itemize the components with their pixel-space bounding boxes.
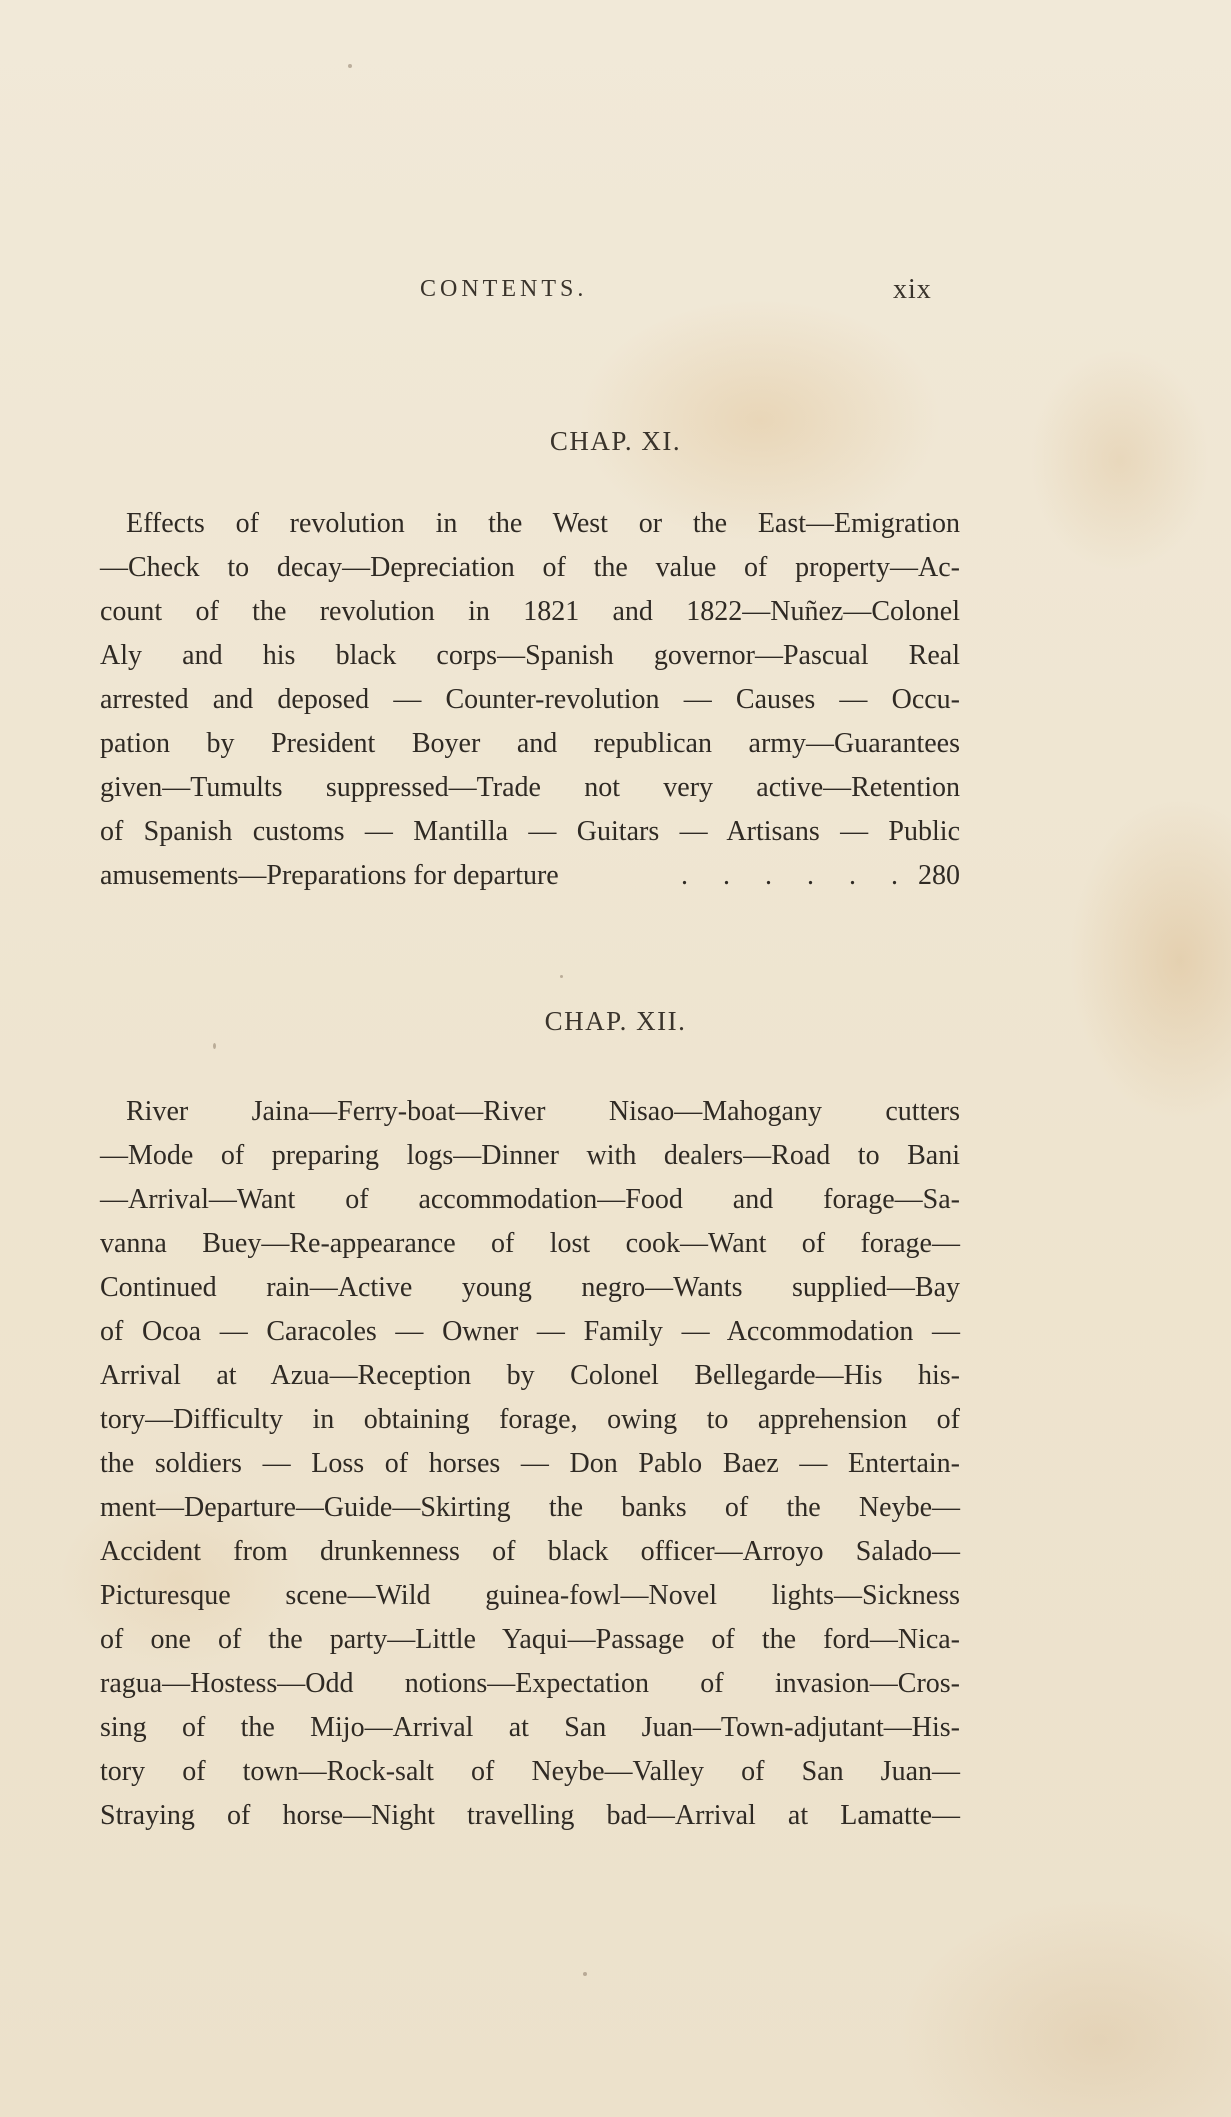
summary-line: Arrival at Azua—Reception by Colonel Bellegarde—His his- [100, 1360, 960, 1391]
summary-line: Effects of revolution in the West or the East—Emigration [126, 508, 960, 539]
paper-speck [348, 64, 352, 68]
summary-line: of Spanish customs — Mantilla — Guitars — Artisans — Public [100, 816, 960, 847]
summary-line: Picturesque scene—Wild guinea-fowl—Novel lights—Sickness [100, 1580, 960, 1611]
dot-leader: . . . . . . [681, 860, 912, 891]
summary-line: ragua—Hostess—Odd notions—Expectation of invasion—Cros- [100, 1668, 960, 1699]
summary-line: of Ocoa — Caracoles — Owner — Family — Accommodation — [100, 1316, 960, 1347]
summary-line: —Check to decay—Depreciation of the value of property—Ac- [100, 552, 960, 583]
summary-line: count of the revolution in 1821 and 1822—Nuñez—Colonel [100, 596, 960, 627]
summary-line: —Arrival—Want of accommodation—Food and forage—Sa- [100, 1184, 960, 1215]
page-number: xix [893, 274, 932, 305]
summary-line: tory of town—Rock-salt of Neybe—Valley of San Juan— [100, 1756, 960, 1787]
summary-line: sing of the Mijo—Arrival at San Juan—Town-adjutant—His- [100, 1712, 960, 1743]
summary-line: River Jaina—Ferry-boat—River Nisao—Mahogany cutters [126, 1096, 960, 1127]
summary-line: the soldiers — Loss of horses — Don Pablo Baez — Entertain- [100, 1448, 960, 1479]
running-head: CONTENTS. [420, 276, 588, 302]
summary-line: Accident from drunkenness of black officer—Arroyo Salado— [100, 1536, 960, 1567]
page-reference-line [100, 854, 960, 898]
paper-speck [213, 1043, 216, 1049]
chapter-summary-xi [100, 502, 960, 898]
chapter-summary-xii [100, 1090, 960, 1838]
summary-line: ment—Departure—Guide—Skirting the banks of the Neybe— [100, 1492, 960, 1523]
summary-line: Continued rain—Active young negro—Wants supplied—Bay [100, 1272, 960, 1303]
summary-line: —Mode of preparing logs—Dinner with dealers—Road to Bani [100, 1140, 960, 1171]
paper-speck [560, 975, 563, 978]
summary-line: Straying of horse—Night travelling bad—Arrival at Lamatte— [100, 1800, 960, 1831]
summary-line: tory—Difficulty in obtaining forage, owing to apprehension of [100, 1404, 960, 1435]
summary-last-line: amusements—Preparations for departure [100, 860, 559, 891]
summary-line: of one of the party—Little Yaqui—Passage of the ford—Nica- [100, 1624, 960, 1655]
chapter-heading-xii: CHAP. XII. [544, 1006, 687, 1036]
summary-line: Aly and his black corps—Spanish governor—Pascual Real [100, 640, 960, 671]
chapter-heading-xi: CHAP. XI. [549, 426, 682, 456]
summary-line: pation by President Boyer and republican army—Guarantees [100, 728, 960, 759]
paper-speck [583, 1972, 587, 1976]
summary-line: arrested and deposed — Counter-revolution — Causes — Occu- [100, 684, 960, 715]
summary-line: given—Tumults suppressed—Trade not very active—Retention [100, 772, 960, 803]
chapter-page-number: 280 [918, 860, 960, 891]
summary-line: vanna Buey—Re-appearance of lost cook—Want of forage— [100, 1228, 960, 1259]
